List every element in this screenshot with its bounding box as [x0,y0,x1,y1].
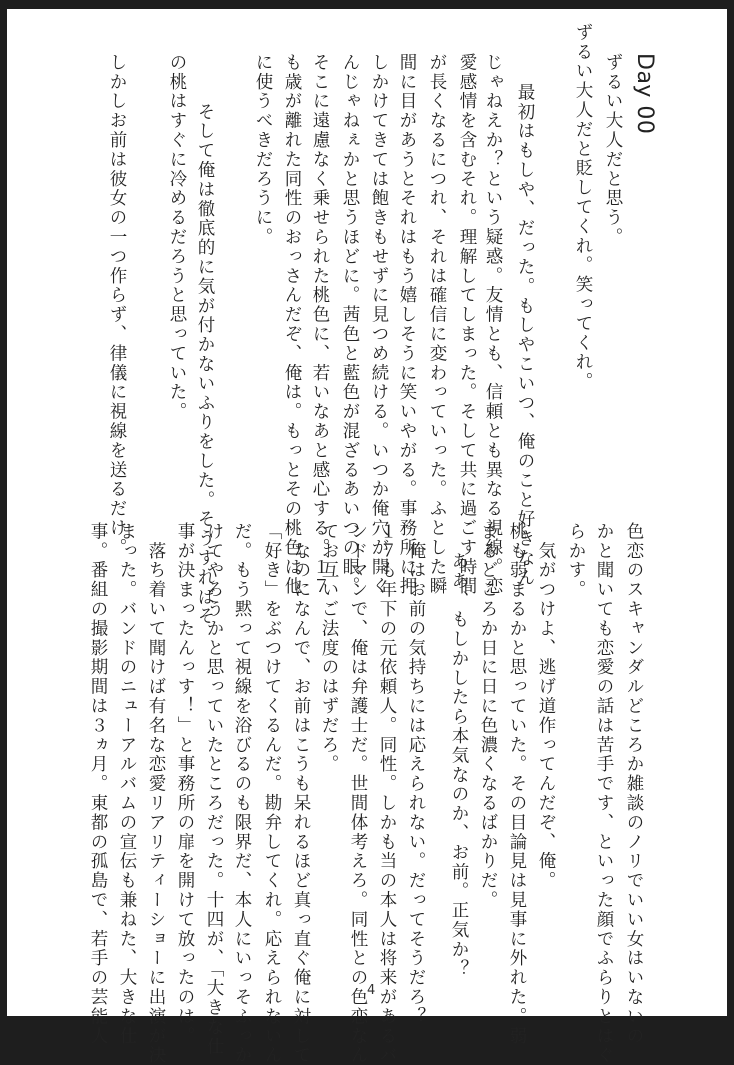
text-column: の桃はすぐに冷めるだろうと思っていた。 [167,53,187,422]
text-column: 落ち着いて聞けば有名な恋愛リアリティーショーに出演が決 [146,522,166,1065]
text-column: じゃねえか？という疑惑。友情とも、信頼とも異なる視線。恋 [483,53,503,597]
document-page [7,9,727,1065]
text-column: も歳が離れた同性のおっさんだぞ、俺は。もっとその桃色は他 [282,53,302,597]
text-column: に使うべきだろうに。 [253,53,273,247]
text-column: 間に目があうとそれはもう嬉しそうに笑いやがる。事務所に押 [397,53,417,597]
text-column: かと聞いても恋愛の話は苦手です、といった顔でふらりとはぐ [594,522,614,1065]
text-column: 愛感情を含むそれ。理解してしまった。そして共に過ごす時間 [457,53,477,597]
text-column: らかす。 [566,522,586,600]
text-column: まるどころか日に日に色濃くなるばかりだ。 [478,522,498,910]
text-column: が長くなるにつれ、それは確信に変わっていった。ふとした瞬 [427,53,447,597]
text-column: そこに遠慮なく乗せられた桃色に、若いなあと感心する。１７ [310,53,330,597]
text-column: てお互いご法度のはずだろ。 [319,522,339,775]
text-column: 最初はもしや、だった。もしやこいつ、俺のこと好きなん [515,83,535,588]
page-number: 4 [367,983,376,998]
text-column: なのになんで、お前はこうも呆れるほど真っ直ぐ俺に対して [291,522,311,1065]
text-column: けてやろうかと思っていたところだった。十四が、「大きな仕 [204,522,224,1057]
text-column: １７も年下の元依頼人。同性。しかも当の本人は将来があるバ [377,522,397,1065]
text-column: 色恋のスキャンダルどころか雑談のノリでいい女はいないの [624,522,644,1046]
text-column: ずるい大人だと思う。 [603,53,623,247]
text-column: ああ、もしかしたら本気なのか、お前。正気か？ [449,552,469,979]
text-column: んじゃねぇかと思うほどに。茜色と藍色が混ざるあいつの眼。 [340,53,360,597]
text-column: しかけてきては飽きもせずに見つめ続ける。いつか俺穴が開く [369,53,389,597]
text-column: そして俺は徹底的に気が付かないふりをした。そうすればそ [195,83,215,627]
chapter-title: Day 00 [632,53,657,135]
text-column: 事が決まったんっす！」と事務所の扉を開けて放ったのは。 [175,522,195,1046]
text-column: 事。番組の撮影期間は３ヵ月。東都の孤島で、若手の芸能人 [88,522,108,1046]
text-column: だ。もう黙って視線を浴びるのも限界だ、本人にいっそふっか [232,522,252,1065]
text-column: ずるい大人だと貶してくれ。笑ってくれ。 [573,23,593,392]
text-column: 桃も弱まるかと思っていた。その目論見は見事に外れた。弱 [507,522,527,1046]
text-column: ンドマンで、俺は弁護士だ。世間体考えろ。同性との色恋なん [348,522,368,1065]
text-column: しかしお前は彼女の一つ作らず、律儀に視線を送るだけ。 [107,53,127,558]
text-column: 俺はお前の気持ちには応えられない。だってそうだろ？ [406,522,426,1027]
text-column: まった。バンドのニューアルバムの宣伝も兼ねた、大きな仕 [117,522,137,1046]
text-column: 気がつけよ、逃げ道作ってんだぞ、俺。 [536,522,556,891]
text-column: 「好き」をぶつけてくるんだ。勘弁してくれ。応えられないん [262,522,282,1065]
